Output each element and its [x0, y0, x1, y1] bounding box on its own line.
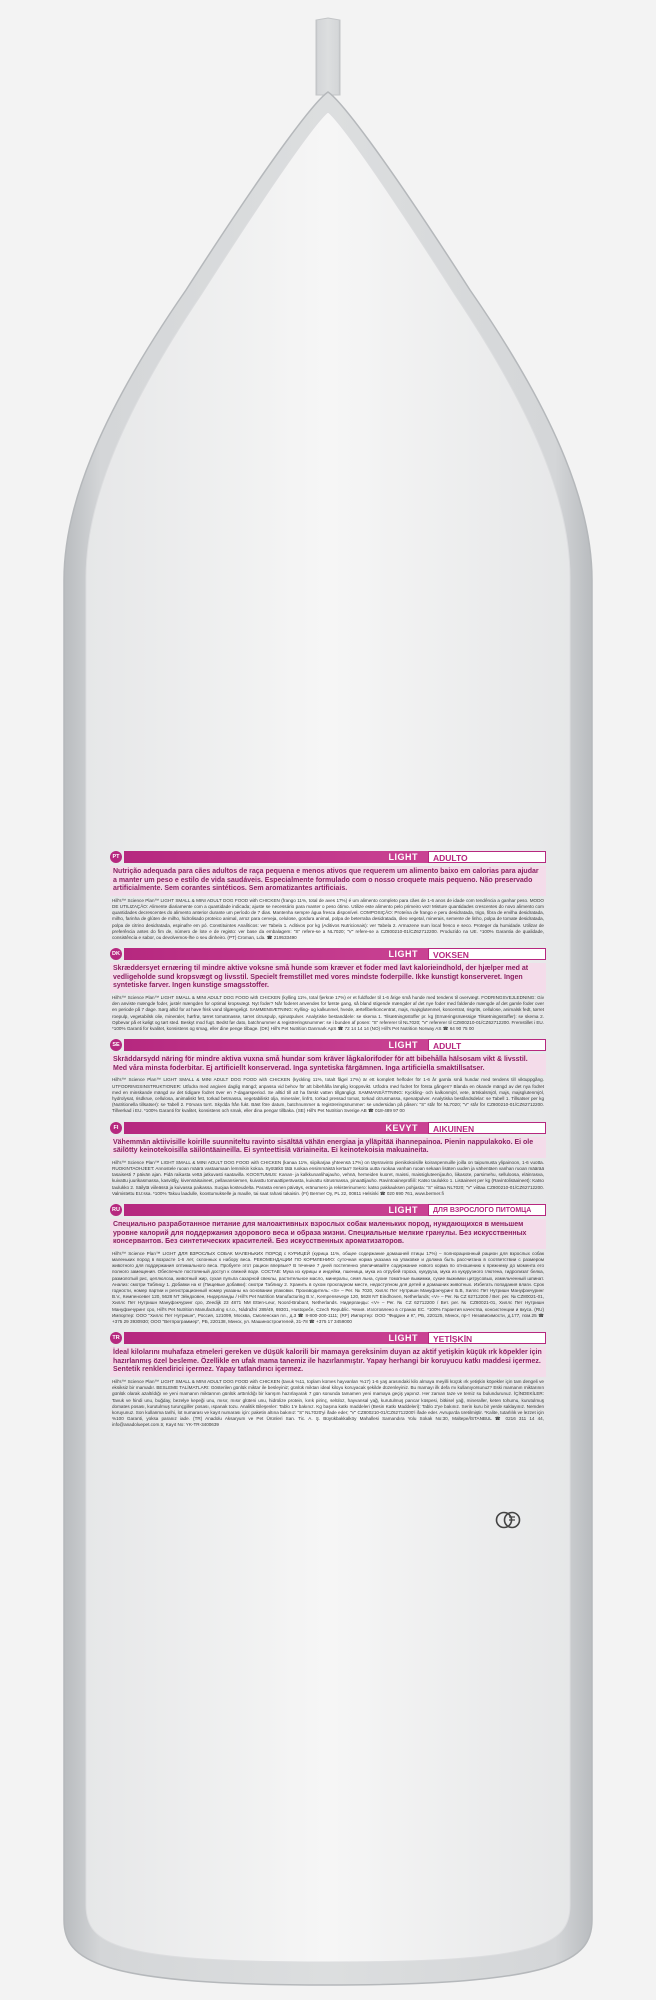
label-stage: YETİŞKİN — [428, 1332, 546, 1344]
section-band — [124, 1332, 546, 1344]
section-header — [110, 1203, 546, 1217]
intro-text: Nutrição adequada para cães adultos de raça pequena e menos ativos que requerem um alimento baixo em calorias para ajudar a manter um peso e estilo de vida saudáveis. Especialmente formulado com o nosso croquete mais pequeno. Não preservado artificialmente. Sem corantes sintéticos. Sem aromatizantes artificiais. — [110, 866, 546, 896]
label-stage: ADULTO — [428, 851, 546, 863]
intro-text: Vähemmän aktiivisille koirille suunniteltu ravinto sisältää vähän energiaa ja ylläpitää ihannepainoa. Pienin nappulakoko. Ei ole säilötty keinotekoisilla säilöntäaineilla. Ei synteettisiä väriaineita. Ei keinotekoisia makuaineita. — [110, 1137, 546, 1158]
section-ru — [110, 1203, 546, 1325]
label-light: KEVYT — [385, 1122, 418, 1133]
section-band — [124, 948, 546, 960]
language-badge: FI — [110, 1122, 122, 1134]
section-band — [124, 1204, 546, 1216]
label-light: LIGHT — [388, 1333, 418, 1344]
body-text: Hill's™ Science Plan™ LIGHT SMALL & MINI ADULT DOG FOOD with CHICKEN (frango 11%, total de aves 17%) é um alimento completo para cães de 1-6 anos de idade com tendência a ganhar peso. MODO DE UTILIZAÇÃO: Alimente diariamente com a quantidade indicada; ajuste se necessário para manter o peso ótimo. Utilize este alimento pelo primeiro vez! Misture quantidades crescentes do novo alimento com quantidades decrescentes do alimento anterior durante um período de 7 dias. Mantenha sempre água fresca disponível. COMPOSIÇÃO: Proteína de frango e peru desidratada, trigo, fibra de ervilha desidratada, milho, farinha de glúten de milho, hidrolisado proteico animal, arroz para cerveja, celulose, gordura animal, polpa de beterraba desidratada, óleo vegetal, minerais, semente de linho, polpa de tomate desidratada, polpa de citrino desidratada, espinafre em pó. Constituintes Analíticos: ver Tabela 1. Aditivos por kg (Aditivos Nutricionais): ver Tabela 2. Armazene num local fresco e seco. Proteger da humidade. Utilizar de preferência antes do fim de, número de lote e de registo: ver base da embalagem: "S" refere-se a NL7020; "V" refere-se a CZ800210-01/CZ62712200. Produzido na UE. *100% Garantia de qualidade, consistência e sabor, ou devolvemos-lhe o seu dinheiro. (PT) Croman, Lda. ☎ 219533490 — [112, 897, 544, 940]
section-header — [110, 1038, 546, 1052]
language-badge: DK — [110, 948, 122, 960]
label-light: LIGHT — [388, 852, 418, 862]
body-text: Hill's™ Science Plan™ LIGHT SMALL & MINI ADULT DOG FOOD with CHICKEN (kyckling 11%, totalt fågel 17%) är ett komplett helfoder för 1-6 år gamla små hundar med tendens till viktuppgång. UTFODRINGSINSTRUKTIONER: Utfodra med angiven daglig mängd; anpassa vid behov för att bibehålla lämplig kroppsvikt. Utfodra med fodret för första gången? Blanda en ökande mängd av det nya fodret med en minskande mängd av det tidigare fodret över en 7-dagarsperiod. Se alltid till att ha färskt vatten tillgängligt. SAMMANSÄTTNING: Kyckling- och kalkonmjöl, vete, ärtskalsmjöl, majs, majsglutenmjöl, hydrolysat, risdkrue, cellulosa, animaliskt fett, torkad betmassa, vegetabiliskt olja, mineraler, linfrö, torkad pressad tomat, torkad citrusmassa, spenatpulver. Analytiska beståndsdelar: se Tabell 1. Tillsatser per kg (Nutritionella tillsatser): se Tabell 2. Förvara torrt. Skydda från fukt. Bäst före datum, batchnummer & registreringsnummer: se undersidan på påsen: "S" står för NL7020; "V" står för CZ800210-01/CZ62712200. Tillverkad i EU. *100% Garanti för kvalitet, konsistens och smak, eller dina pengar tillbaka. (SE) Hill's Pet Nutrition Sverige AB ☎ 018-489 97 00 — [112, 1077, 544, 1114]
section-header — [110, 1331, 546, 1345]
language-badge: TR — [110, 1332, 122, 1344]
label-stage: AIKUINEN — [428, 1122, 546, 1134]
intro-text: Skræddersyet ernæring til mindre aktive voksne små hunde som kræver et foder med lavt kalorieindhold, der hjælper med at vedligeholde sund kropsvægt og livsstil. Specielt fremstillet med vores mindste foderpille. Ikke kunstigt konserveret. Ingen syntetiske farver. Ingen kunstige smagsstoffer. — [110, 963, 546, 993]
section-band — [124, 851, 546, 863]
section-pt — [110, 850, 546, 941]
certification-mark-icon — [495, 1508, 521, 1532]
label-stage: ADULT — [428, 1039, 546, 1051]
section-header — [110, 850, 546, 864]
language-badge: RU — [110, 1204, 122, 1216]
language-badge: SE — [110, 1039, 122, 1051]
intro-text: İdeal kilolarını muhafaza etmeleri gereken ve düşük kalorili bir mamaya gereksinim duyan az aktif yetişkin küçük ırk köpekler için hazırlanmış özel besleme. Özellikle en ufak mama tanemiz ile hazırlanmıştır. Yapay herhangi bir koruyucu katkı maddesi içermez. Sentetik renklendirici içermez. Yapay tatlandırıcı içermez. — [110, 1347, 546, 1377]
body-text: Hill's™ Science Plan™ LIGHT ДЛЯ ВЗРОСЛЫХ СОБАК МАЛЕНЬКИХ ПОРОД с КУРИЦЕЙ (курица 11%, общее содержание домашней птицы 17%) – полнорационный рацион для взрослых собак маленьких пород в возрасте 1-6 лет, склонных к набору веса. РЕКОМЕНДАЦИИ ПО КОРМЛЕНИЮ: суточная норма указана на упаковке и должна быть рассчитана в соответствии с размером животного для поддержания оптимального веса. Пробуете этот рацион впервые? В течение 7 дней постепенно увеличивайте содержание нового корма по отношению к прежнему до момента его полного замещения. Обеспечьте постоянный доступ к свежей воде. СОСТАВ: Мука из курицы и индейки, пшеница, мука из отрубей гороха, кукуруза, мука из кукурузного глютена, гидролизат белка, размолотый рис, целлюлоза, животный жир, сухая пульпа сахарной свеклы, растительное масло, минералы, семя льна, сухие томатные выжимки, сухие выжимки цитрусовых, измельченный шпинат. Анализ: смотри Таблицу 1. Добавки на кг (Пищевые добавки): смотри Таблицу 2. Хранить в сухом прохладном месте, недоступном для детей и домашних животных. Избегать попадания влаги. Срок годности, номер партии и регистрационный номер указаны на основании упаковки. Производитель: «S» – Рег. № 7020, Хиллс Пет Нутришн Мануфэкчуринг Б.В, Хиллс Пет Нутришн Мануфэкчуринг B.V., Кемпенсевег 120, 5628 NT Эйндховен, Нидерланды / Hill's Pet Nutrition Manufacturing B.V., Kempensevege 120, 5628 NT Eindhoven, Netherlands; «V» – Рег. № CZ 62712200 / Вет. рег. № CZ80021-01, Хиллс Пет Нутришн Мануфэкчуринг срo, Zeedijk 23 4871 NM Etten-Leur, Noord-Brabant, Netherlands. Нидерланды: «V» – Рег. № CZ 62712200 / Вет. рег. № CZ80021-01, Хиллс Пет Нутришн Мануфэкчуринг срo, Hill's Pet Nutrition Manufacturing s.r.o., Nádražní 289/49, 69301, Hustopeče, Czech Republic. Чехия. Изготовлено в странах ЕС. *100% Гарантия качества, консистенции и вкуса. (RU) Импортер: ООО "Хиллс Пет Нутришн", Россия, 121099, Москва, Смоленская пл., д.3 ☎ 8-800-200-1111; (RF) Импортер: ООО "Фидрин и К", РБ, 220125, Минск, пр-т Независимости, д.177, пом.25 ☎ +375 29 3930930; ООО "Ветпрограммер", РБ, 220138, Минск, ул. Машиностроителей, 31-78 ☎ +375 17 3459000 — [112, 1250, 544, 1325]
body-text: Hill's™ Science Plan™ LIGHT SMALL & MINI ADULT DOG FOOD with CHICKEN (kylling 11%, total fjerkræ 17%) er et fuldfoder til 1-6 årige små hunde med tendens til overvægt. FODRINGSVEJLEDNING: Giv den anviste mængde foder, justér mængden for optimal kropsvægt. Nyt foder? Når foderet anvendes for første gang, så bland stigende mængder af det nye foder med faldende mængde af det gamle foder over en periode på 7 dage. Sørg altid for at have frisk vand tilgængeligt. SAMMENSÆTNING: Kylling- og kalkunmel, hvede, ærtefiberkoncentrat, majs, majsglutenmel, koncentrat, risgrits, cellulose, animalsk fedt, tørret roepulp, vegetabilsk olie, mineraler, hørfrø, tørret tomatmasse, tørret citruspulp, spinatpulver. Analytiske bestanddele: se skema 1. Tilsætningsstoffer pr. kg (Ernæringsmæssige Tilsætningsstoffer): se skema 2. Opbevar på et køligt og tørt sted. Beskyt mod fugt. Bedst før dato, batchnummer & registreringsnummer: se i bunden af posen: "S" refererer til NL7020; "V" refererer til CZ800210-01/CZ62712200. Fremstillet i EU. *100% Garanti for kvalitet, konsistens og smag, eller dine penge tilbage. (DK) Hill's Pet Nutrition Danmark ApS ☎ 72 14 14 14 (NO) Hill's Pet Nutrition Norway AS ☎ 64 90 75 00 — [112, 994, 544, 1031]
language-badge: PT — [110, 851, 122, 863]
label-light: LIGHT — [388, 1205, 418, 1216]
section-band — [124, 1039, 546, 1051]
intro-text: Skräddarsydd näring för mindre aktiva vuxna små hundar som kräver lågkalorifoder för att bibehålla hälsosam vikt & livsstil. Med våra minsta foderbitar. Ej artificiellt konserverad. Inga syntetiska färgämnen. Inga artificiella smaktillsatser. — [110, 1054, 546, 1075]
section-header — [110, 1121, 546, 1135]
section-tr — [110, 1331, 546, 1428]
section-fi — [110, 1121, 546, 1197]
label-light: LIGHT — [388, 949, 418, 960]
section-se — [110, 1038, 546, 1114]
intro-text: Специально разработанное питание для малоактивных взрослых собак маленьких пород, нуждающихся в меньшем уровне калорий для поддержания здорового веса и образа жизни. Специальные мелкие гранулы. Без искусственных консервантов. Без синтетических красителей. Без искусственных ароматизаторов. — [110, 1219, 546, 1249]
section-header — [110, 947, 546, 961]
label-stage: VOKSEN — [428, 948, 546, 960]
body-text: Hill's™ Science Plan™ LIGHT SMALL & MINI ADULT DOG FOOD with CHICKEN (tavuk %11, toplam kümes hayvanları %17) 1-6 yaş arasındaki kilo almaya meyilli küçük ırk yetişkin köpekler için tam dengeli ve eksiksiz bir mamadır. BESLEME TALİMATLARI: Gösterilen günlük miktar ile besleyiniz; günlük miktarı ideal kiloyu koruyacak şekilde düzenleyiniz. Bu mamayı ilk defa mı kullanıyorsunuz? Eski mamanın miktarının günlük olarak azaltıldığı ve yeni mamanın miktarının günlük arttırıldığı bir karışım hazırlayarak 7 gün sonunda tamamen yeni mamaya geçiş yapınız. Her zaman taze ve temiz su bulundurunuz. İÇİNDEKİLER: Tavuk ve hindi unu, buğday, bezelye kepeği unu, mısır, mısır glüteni unu, hidrolize protein, kırık pirinç, selüloz, hayvansal yağ, kurutulmuş pancar küspesi, bitkisel yağ, mineraller, keten tohumu, kurutulmuş domates posası, kurutulmuş turunçgiller posası, ıspanak tozu. Analitik Bileşenler: Tablo 1'e bakınız. Kg başına katkı maddeleri (Besin Katkı Maddeleri): Tablo 2'ye bakınız. Serin kuru bir yerde saklayınız. Nemden koruyunuz. Son kullanma tarihi, lot numarası ve kayıt numarası için: paketin altına bakınız: "S" NL7020'yi ifade eder; "V" CZ800210-01/CZ62712200'i ifade eder. Avrupa'da üretilmiştir. *Kalite, tutarlılık ve lezzet için %100 Garanti, yoksa paranız iade. (TR) Anadolu Aksaryum ve Pet Ürünleri San. Tic. A. Ş. Büyükbakkalköy Mahallesi Samandıra Yolu Sokak No:30, Maltepe/İSTANBUL ☎ 0216 311 14 44, info@anadoluepet.com.tr, Kayıt No: YK-TR-3400639 — [112, 1379, 544, 1428]
label-content — [110, 850, 546, 1435]
section-dk — [110, 947, 546, 1032]
section-band — [124, 1122, 546, 1134]
body-text: Hill's™ Science Plan™ LIGHT SMALL & MINI ADULT DOG FOOD with CHICKEN (kanaa 11%, siipikarjaa yhteensä 17%) on täysravinto pienikokoisille koiranpennuille joilla on taipumusta ylipainoon, 1-6 vuotta. RUOKINTAOHJEET: Annostele ruoan määrä vastaamaan lemmikin kokoa. Syötätkö tätä ruokaa ensimmäistä kertaa? Sekoita uutta ruokaa vanhan ruoan sekaan lisäten uuden ja vähentäen vanhan ruoan määrää tasaisesti 7 päivän ajan. Pidä raikasta vettä jatkuvasti saatavilla. KOOSTUMUS: Kanan- ja kalkkunanlihajauho, vehnä, herneiden kuoret, maissi, maissigluteenijauho, liikasote, parsimehu, selluloosa, eläinrasva, kuivattu juurikasmassa, kasviöljy, kivennäisaineet, pellavansiemen, kuivattu tomaattiperävasta, kuivattu sitrusmassa, pinaattijauho. Ravintoaineprofiili: Katso taulukko 1. Lisäaineet per kg (Ravintolisäaineet): Katso taulukko 2. Säilytä viileässä ja kuivassa paikassa. Suojaa kosteudelta. Parasta ennen päiväys, eränumero ja rekisterinumero: katso pakkauksen pohjasta: "S" viittaa NL7020; "V" viittaa CZ800210-01/CZ62712200. Valmistettu EU:ssa. *100% Takuu laadulle, koostumukselle ja maulle, tai saat rahasi takaisin. (FI) Bermer Oy, PL 22, 00811 Helsinki ☎ 020 690 761, www.bermer.fi — [112, 1159, 544, 1196]
label-light: LIGHT — [388, 1040, 418, 1051]
label-stage: ДЛЯ ВЗРОСЛОГО ПИТОМЦА — [428, 1204, 546, 1216]
